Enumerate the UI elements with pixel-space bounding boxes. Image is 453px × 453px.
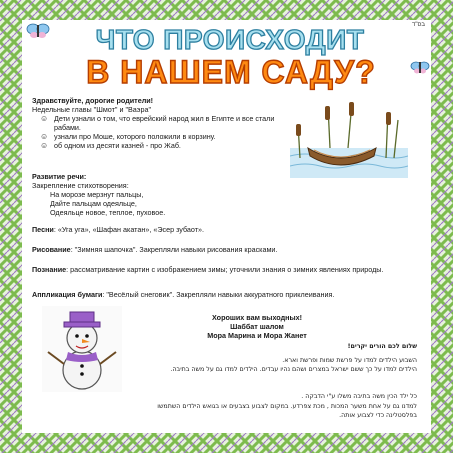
hebrew-line: השבוע הילדים למדו על פרשת שמות ופרשת וארא. bbox=[282, 357, 417, 364]
hebrew-line: הילדים למדו על כך ששם ישראל במצרים ושהם נהיו עבדים. הילדים למדו גם על משה בתיבה. bbox=[170, 366, 417, 373]
greeting-section bbox=[32, 96, 284, 150]
hebrew-paragraph bbox=[142, 356, 417, 374]
songs-section bbox=[32, 225, 204, 234]
newsletter-page bbox=[22, 20, 431, 433]
drawing-section bbox=[32, 245, 277, 254]
speech-subheading: Закрепление стихотворения: bbox=[32, 181, 129, 190]
drawing-text: : "Зимняя шапочка". Закрепляли навыки рисования красками. bbox=[70, 245, 278, 254]
page-marker: בס"ד bbox=[412, 22, 425, 28]
greeting-salutation: Здравствуйте, дорогие родители! bbox=[32, 96, 154, 105]
smiley-bullet-icon: ☺ bbox=[40, 141, 49, 150]
knowledge-section bbox=[32, 265, 392, 274]
applique-text: : "Весёлый снеговик". Закрепляли навыки аккуратного приклеивания. bbox=[102, 290, 335, 299]
hebrew-line: למדנו גם על אחת משער המכות , מכת צפרדע. במקום לצבוע בצבעים או בגואש הילדים השתמשו בפלסטלינה כדי לצבוע אותה. bbox=[157, 403, 417, 419]
butterfly-icon bbox=[26, 22, 50, 40]
drawing-label: Рисование bbox=[32, 245, 71, 254]
songs-label: Песни bbox=[32, 225, 54, 234]
applique-label: Аппликация бумаги bbox=[32, 290, 103, 299]
greeting-list bbox=[32, 114, 284, 150]
applique-section bbox=[32, 290, 392, 299]
title-line-1: ЧТО ПРОИСХОДИТ bbox=[95, 24, 365, 55]
knowledge-label: Познание bbox=[32, 265, 67, 274]
closing-line: Хороших вам выходных! bbox=[211, 313, 302, 322]
list-item: ☺ Дети узнали о том, что еврейский народ жил в Египте и все стали рабами. bbox=[40, 114, 275, 132]
weekly-portions: Недельные главы "Шмот" и "Ваэра" bbox=[32, 105, 152, 114]
smiley-bullet-icon: ☺ bbox=[40, 132, 49, 141]
speech-heading: Развитие речи: bbox=[32, 172, 87, 181]
knowledge-text: : рассматривание картин с изображением зимы; уточнили знания о зимних явлениях природы. bbox=[66, 265, 384, 274]
speech-section bbox=[32, 172, 165, 217]
smiley-bullet-icon: ☺ bbox=[40, 114, 49, 123]
list-item: ☺ узнали про Моше, которого положили в корзину. bbox=[40, 132, 216, 141]
basket-illustration bbox=[290, 98, 408, 178]
title-line-2: В НАШЕМ САДУ? bbox=[86, 54, 376, 90]
snowman-illustration bbox=[42, 306, 122, 392]
closing-line: Мора Марина и Мора Жанет bbox=[207, 331, 307, 340]
closing-block bbox=[172, 313, 342, 340]
hebrew-title: שלום לכם הורים יקרים! bbox=[347, 343, 417, 350]
songs-text: : «Уга уга», «Шафан акатан», «Эсер зубаот». bbox=[53, 225, 205, 234]
closing-line: Шаббат шалом bbox=[230, 322, 284, 331]
poem-line: Дайте пальцам одеяльце, bbox=[50, 199, 137, 208]
poem-line: Одеяльце новое, теплое, пуховое. bbox=[50, 208, 166, 217]
list-item: ☺ об одном из десяти казней - про Жаб. bbox=[40, 141, 181, 150]
poem-line: На морозе мерзнут пальцы, bbox=[50, 190, 144, 199]
butterfly-icon bbox=[410, 60, 430, 76]
hebrew-line: כל ילד הכין משה בתיבה משלו ע"י הדבקה . bbox=[301, 393, 417, 400]
